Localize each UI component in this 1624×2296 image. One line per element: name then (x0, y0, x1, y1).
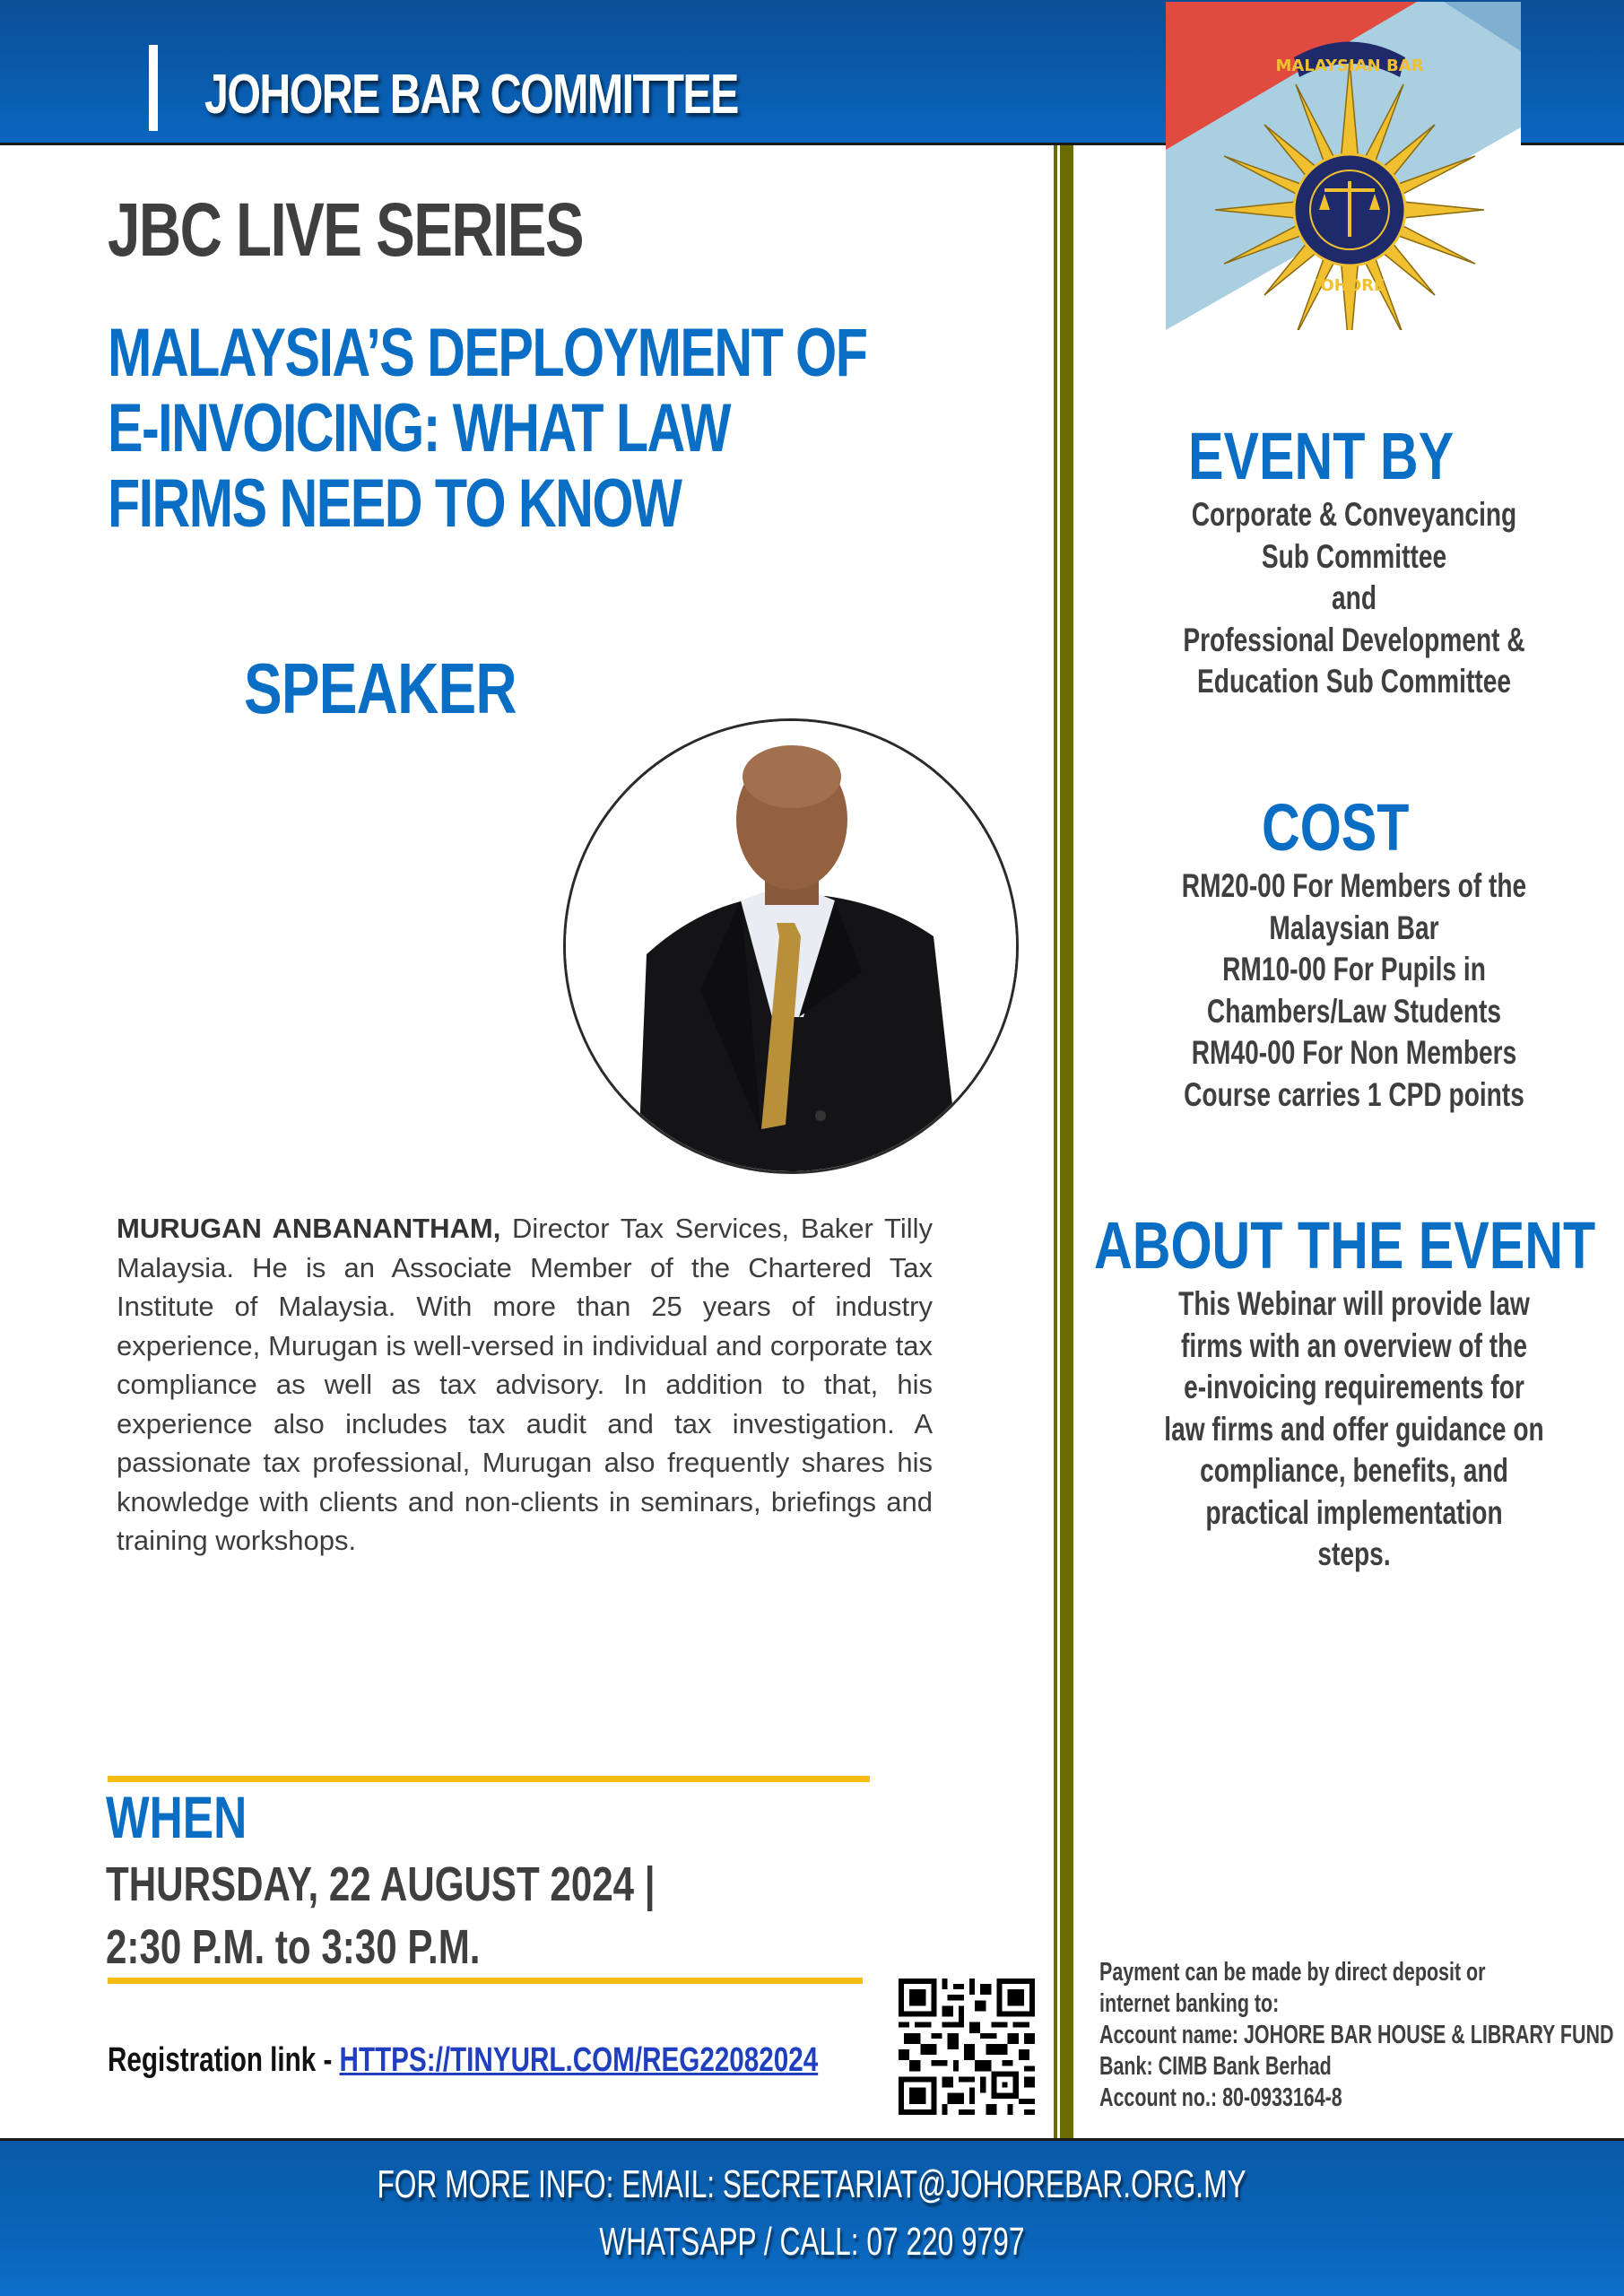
about-line: e-invoicing requirements for (1184, 1369, 1524, 1405)
speaker-name: MURUGAN ANBANANTHAM, (117, 1213, 501, 1244)
footer-email-text: FOR MORE INFO: EMAIL: SECRETARIAT@JOHOREBAR.ORG.MY (377, 2162, 1247, 2206)
series-title: JBC LIVE SERIES (108, 187, 584, 272)
payment-info (1099, 1957, 1624, 2114)
payment-bank: Bank: CIMB Bank Berhad (1099, 2052, 1332, 2081)
when-heading: WHEN (106, 1784, 248, 1850)
speaker-photo (563, 718, 1019, 1174)
event-date: THURSDAY, 22 AUGUST 2024 | (106, 1857, 656, 1911)
cost-heading: COST (1262, 790, 1410, 865)
svg-text:JOHORE: JOHORE (1314, 276, 1385, 295)
registration-qr-code[interactable] (899, 1979, 1035, 2115)
bar-emblem-icon (1166, 2, 1521, 330)
speaker-bio (117, 1209, 933, 1561)
when-top-rule (108, 1776, 870, 1782)
registration-row (108, 2041, 818, 2080)
cost-section (1094, 789, 1614, 1116)
cost-line: RM40-00 For Non Members (1191, 1034, 1517, 1071)
about-line: This Webinar will provide law (1178, 1285, 1530, 1322)
event-by-section (1094, 418, 1614, 703)
payment-line: internet banking to: (1099, 1989, 1280, 2018)
svg-text:MALAYSIAN BAR: MALAYSIAN BAR (1275, 57, 1424, 75)
about-line: practical implementation (1205, 1493, 1503, 1531)
about-line: law firms and offer guidance on (1164, 1410, 1544, 1448)
registration-link[interactable]: HTTPS://TINYURL.COM/REG22082024 (339, 2041, 819, 2079)
footer-phone-text: WHATSAPP / CALL: 07 220 9797 (599, 2220, 1025, 2264)
payment-line: Payment can be made by direct deposit or (1099, 1958, 1486, 1987)
about-line: steps. (1317, 1535, 1391, 1572)
event-title (108, 316, 1081, 542)
footer-band (0, 2138, 1624, 2296)
header-accent-bar (149, 45, 158, 131)
speaker-bio-text: Director Tax Services, Baker Tilly Malaysia. He is an Associate Member of the Chartered Tax Institute of Malaysia. With more than 25 years of industry experience, Murugan is well-versed in individual and corporate tax compliance as well as tax advisory. In addition to that, his experience also includes tax audit and tax investigation. A passionate tax professional, Murugan also frequently shares his knowledge with clients and non-clients in seminars, briefings and training workshops. (117, 1213, 933, 1556)
cost-line: Malaysian Bar (1269, 909, 1439, 946)
payment-account-number: Account no.: 80-0933164-8 (1099, 2083, 1342, 2112)
speaker-heading: SPEAKER (244, 648, 517, 728)
payment-account-name: Account name: JOHORE BAR HOUSE & LIBRARY FUND (1099, 2021, 1614, 2049)
organization-title: JOHORE BAR COMMITTEE (204, 64, 738, 126)
event-by-line: and (1332, 579, 1376, 616)
footer-phone (0, 2220, 1624, 2265)
event-by-heading: EVENT BY (1187, 419, 1455, 493)
event-time: 2:30 P.M. to 3:30 P.M. (106, 1920, 481, 1974)
event-title-line: E-INVOICING: WHAT LAW (108, 390, 730, 466)
malaysian-bar-johore-logo (1166, 2, 1521, 330)
cost-line: Chambers/Law Students (1206, 992, 1502, 1030)
speaker-portrait-icon (566, 721, 1019, 1174)
when-bottom-rule (108, 1978, 863, 1984)
footer-email (0, 2162, 1624, 2207)
cost-line: Course carries 1 CPD points (1184, 1075, 1524, 1113)
qr-code-icon (899, 1979, 1035, 2115)
registration-label: Registration link - (108, 2041, 340, 2079)
event-by-line: Corporate & Conveyancing (1191, 496, 1517, 533)
event-by-line: Professional Development & (1183, 621, 1525, 658)
cost-line: RM10-00 For Pupils in (1222, 951, 1486, 987)
about-section (1094, 1207, 1614, 1576)
event-title-line: MALAYSIA’S DEPLOYMENT OF (108, 315, 867, 391)
cost-line: RM20-00 For Members of the (1181, 867, 1527, 904)
about-line: compliance, benefits, and (1200, 1452, 1508, 1489)
event-title-line: FIRMS NEED TO KNOW (108, 465, 682, 542)
about-heading: ABOUT THE EVENT (1094, 1208, 1596, 1283)
event-by-line: Sub Committee (1261, 537, 1447, 575)
about-line: firms with an overview of the (1181, 1326, 1527, 1364)
event-by-line: Education Sub Committee (1197, 663, 1511, 700)
